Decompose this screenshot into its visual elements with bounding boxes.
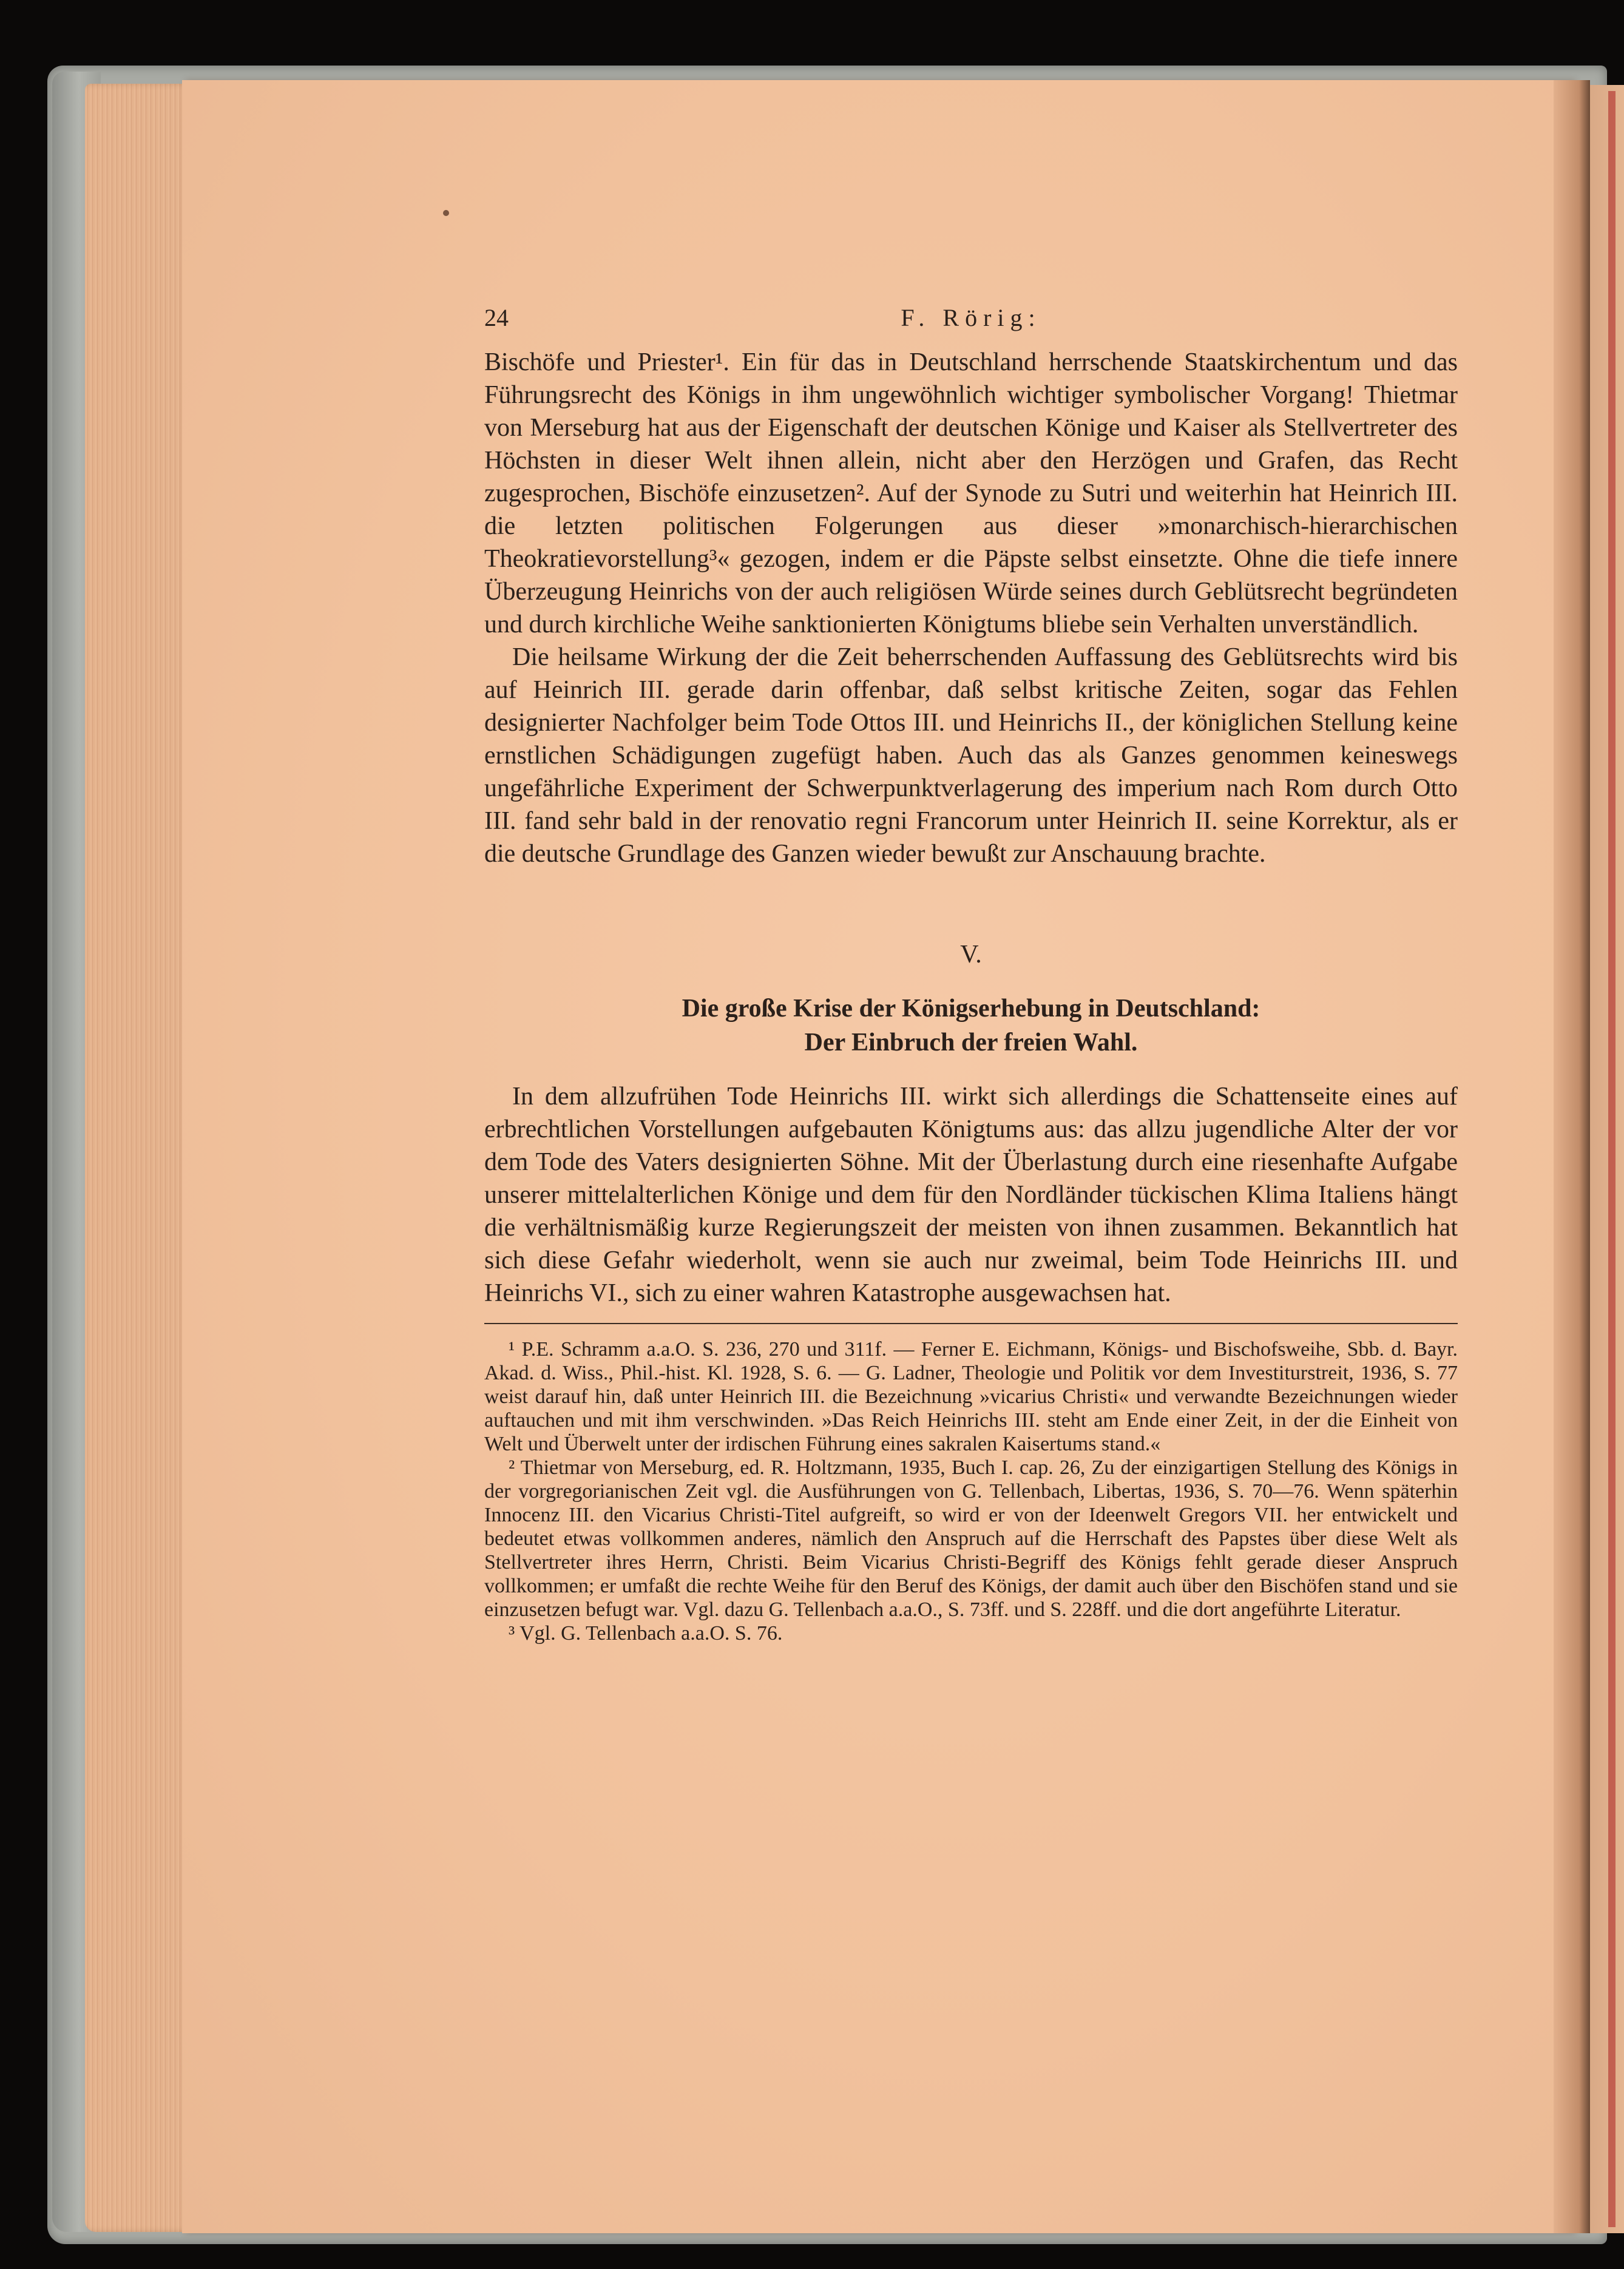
facing-page-red-edge: [1608, 91, 1616, 2227]
section-spacer: [484, 870, 1458, 938]
footnote-1: ¹ P.E. Schramm a.a.O. S. 236, 270 und 311f. — Ferner E. Eichmann, Königs- und Bischofsweihe, Sbb. d. Bayr. Akad. d. Wiss., Phil.-hist. Kl. 1928, S. 6. — G. Ladner, Theologie und Politik vor dem Investiturstreit, 1936, S. 77 weist darauf hin, daß unter Heinrich III. die Bezeichnung »vicarius Christi« und verwandte Bezeichnungen wieder auftauchen und mit ihm verschwinden. »Das Reich Heinrichs III. steht am Ende einer Zeit, in der die Einheit von Welt und Überwelt unter der irdischen Führung eines sakralen Kaisertums stand.«: [484, 1338, 1458, 1455]
paragraph-3: In dem allzufrühen Tode Heinrichs III. wirkt sich allerdings die Schattenseite eines auf erbrechtlichen Vorstellungen aufgebauten Königtums aus: das allzu jugendliche Alter der vor dem Tode des Vaters designierten Söhne. Mit der Überlastung durch eine riesenhafte Aufgabe unserer mittelalterlichen Könige und dem für den Nordländer tückischen Klima Italiens hängt die verhältnismäßig kurze Regierungszeit der meisten von ihnen zusammen. Bekanntlich hat sich diese Gefahr wiederholt, wenn sie auch nur zweimal, beim Tode Heinrichs III. und Heinrichs VI., sich zu einer wahren Katastrophe ausgewachsen hat.: [484, 1083, 1458, 1307]
paragraph-2: Die heilsame Wirkung der die Zeit beherrschenden Auffassung des Geblütsrechts wird bis auf Heinrich III. gerade darin offenbar, daß selbst kritische Zeiten, sogar das Fehlen designierter Nachfolger beim Tode Ottos III. und Heinrichs II., der königlichen Stellung keine ernstlichen Schädigungen zugefügt haben. Auch das als Ganzes genommen keineswegs ungefährliche Experiment der Schwerpunktverlagerung des imperium nach Rom durch Otto III. fand sehr bald in der renovatio regni Francorum unter Heinrich II. seine Korrektur, als er die deutsche Grundlage des Ganzen wieder bewußt zur Anschauung brachte.: [484, 643, 1458, 868]
footnotes: [484, 1337, 1458, 1645]
section-title-line-1: Die große Krise der Königserhebung in Deutschland:: [682, 995, 1260, 1023]
section-title: [484, 992, 1458, 1060]
facing-page-edge: [1590, 85, 1624, 2233]
section-title-line-2: Der Einbruch der freien Wahl.: [804, 1029, 1138, 1057]
running-head-author: F. Rörig:: [901, 304, 1041, 331]
page-number: 24: [484, 304, 509, 331]
footnote-2: ² Thietmar von Merseburg, ed. R. Holtzmann, 1935, Buch I. cap. 26, Zu der einzigartigen Stellung des Königs in der vorgregorianischen Zeit vgl. die Ausführungen von G. Tellenbach, Libertas, 1936, S. 70—76. Wenn späterhin Innocenz III. den Vicarius Christi-Titel aufgreift, so wird er von der Ideenwelt Gregors VII. her entwickelt und bedeutet etwas vollkommen anderes, nämlich den Anspruch auf die Herrschaft des Papstes über diese Welt als Stellvertreter ihres Herrn, Christi. Beim Vicarius Christi-Begriff des Königs fehlt gerade dieser Anspruch vollkommen; er umfaßt die rechte Weihe für den Beruf des Königs, der damit auch über den Bischöfen stand und sie einzusetzen befugt war. Vgl. dazu G. Tellenbach a.a.O., S. 73ff. und S. 228ff. und die dort angeführte Literatur.: [484, 1456, 1458, 1621]
page-gutter: [1554, 80, 1590, 2233]
footnote-rule: [484, 1323, 1458, 1324]
footnote-3: ³ Vgl. G. Tellenbach a.a.O. S. 76.: [509, 1622, 783, 1645]
section-text: [484, 1080, 1458, 1310]
running-head: [484, 303, 1458, 346]
paper-speck: [443, 210, 449, 216]
paragraph-1: Bischöfe und Priester¹. Ein für das in Deutschland herrschende Staatskirchentum und das Führungsrecht des Königs in ihm ungewöhnlich wichtiger symbolischer Vorgang! Thietmar von Merseburg hat aus der Eigenschaft der deutschen Könige und Kaiser als Stellvertreter des Höchsten in dieser Welt ihnen allein, nicht aber den Herzögen und Grafen, das Recht zugesprochen, Bischöfe einzusetzen². Auf der Synode zu Sutri und weiterhin hat Heinrich III. die letzten politischen Folgerungen aus dieser »monarchisch-hierarchischen Theokratievorstellung³« gezogen, indem er die Päpste selbst einsetzte. Ohne die tiefe innere Überzeugung Heinrichs von der auch religiösen Würde seines durch Geblütsrecht begründeten und durch kirchliche Weihe sanktionierten Königtums bliebe sein Verhalten unverständlich.: [484, 348, 1458, 638]
page-content: [484, 303, 1458, 1645]
section-number: V.: [960, 941, 982, 969]
main-text: [484, 346, 1458, 870]
